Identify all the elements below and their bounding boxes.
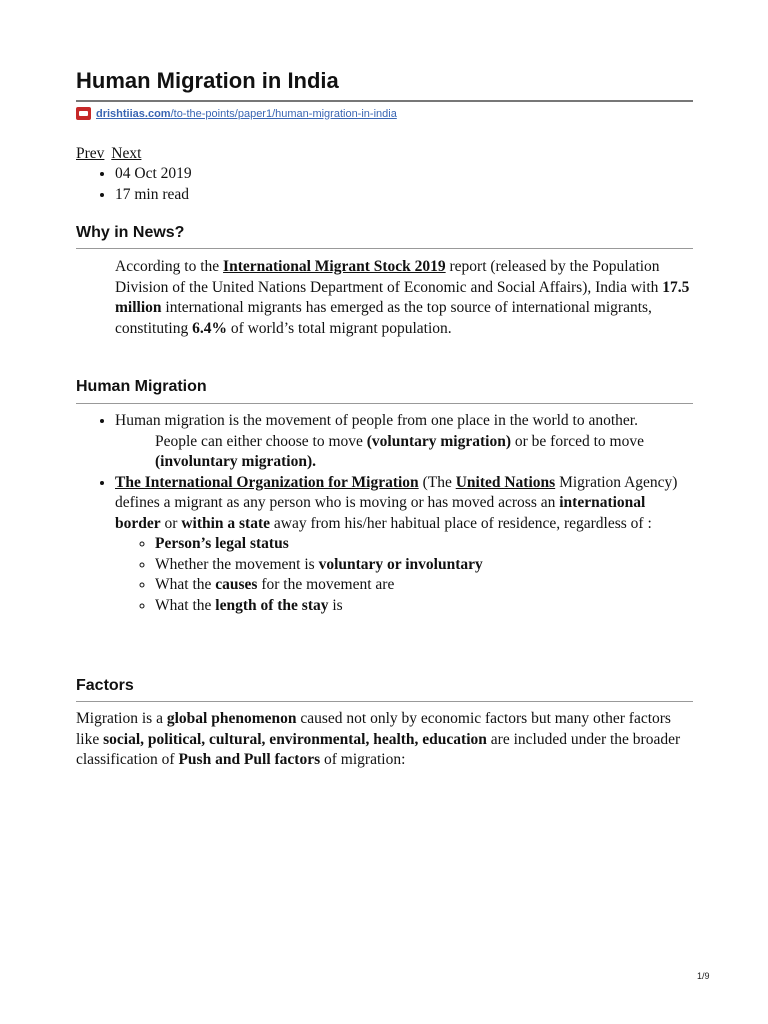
section-heading-migration: Human Migration [76, 378, 207, 395]
section-heading-factors: Factors [76, 677, 134, 694]
list-item: ◦ Person’s legal status [155, 534, 693, 555]
publish-date: • 04 Oct 2019 [115, 164, 192, 185]
news-paragraph: According to the International Migrant Stock 2019 report (released by the Population Division of the United Nations Department of Economic and Social Affairs), India with 17.5 million international migrants has emerged as the top source of international migrants, constituting 6.4% of world’s total migrant population. [115, 258, 690, 337]
prev-link[interactable]: Prev [76, 145, 105, 162]
section-divider [76, 248, 693, 249]
migration-list [76, 411, 693, 616]
next-link[interactable]: Next [111, 145, 142, 162]
section-heading-news: Why in News? [76, 224, 185, 241]
list-item: • The International Organization for Migration (The United Nations Migration Agency) defines a migrant as any person who is moving or has moved across an international border or within a state away from his/her habitual place of residence, regardless of : ◦ Person’s legal status ◦ Whether the movement is voluntary or involuntary ◦ What the causes for the movement are ◦ What the length of the stay is [115, 473, 693, 617]
migrant-stock-link[interactable]: International Migrant Stock 2019 [223, 258, 446, 275]
source-path[interactable]: /to-the-points/paper1/human-migration-in-india [170, 107, 397, 120]
iom-link[interactable]: The International Organization for Migration [115, 473, 419, 491]
section-divider [76, 403, 693, 404]
factors-paragraph: Migration is a global phenomenon caused not only by economic factors but many other factors like social, political, cultural, environmental, health, education are included under the broader classification of Push and Pull factors of migration: [76, 710, 681, 768]
section-divider [76, 701, 693, 702]
source-domain[interactable]: drishtiias.com [96, 107, 171, 120]
list-item: ◦ What the length of the stay is [155, 596, 693, 617]
site-logo-icon [76, 107, 91, 120]
list-item: • Human migration is the movement of people from one place in the world to another. People can either choose to move (voluntary migration) or be forced to move (involuntary migration). [115, 411, 693, 473]
read-time: • 17 min read [115, 185, 192, 206]
list-subparagraph: People can either choose to move (voluntary migration) or be forced to move (involuntary migration). [155, 432, 644, 470]
article-meta [76, 164, 192, 205]
page-title: Human Migration in India [76, 68, 339, 93]
source-link[interactable] [76, 107, 397, 120]
un-link[interactable]: United Nations [455, 473, 556, 491]
pagination-nav [76, 144, 144, 165]
criteria-list [115, 534, 693, 616]
title-divider [76, 100, 693, 102]
list-item: ◦ What the causes for the movement are [155, 575, 693, 596]
list-item: ◦ Whether the movement is voluntary or involuntary [155, 555, 693, 576]
page-number: 1/9 [697, 971, 710, 981]
